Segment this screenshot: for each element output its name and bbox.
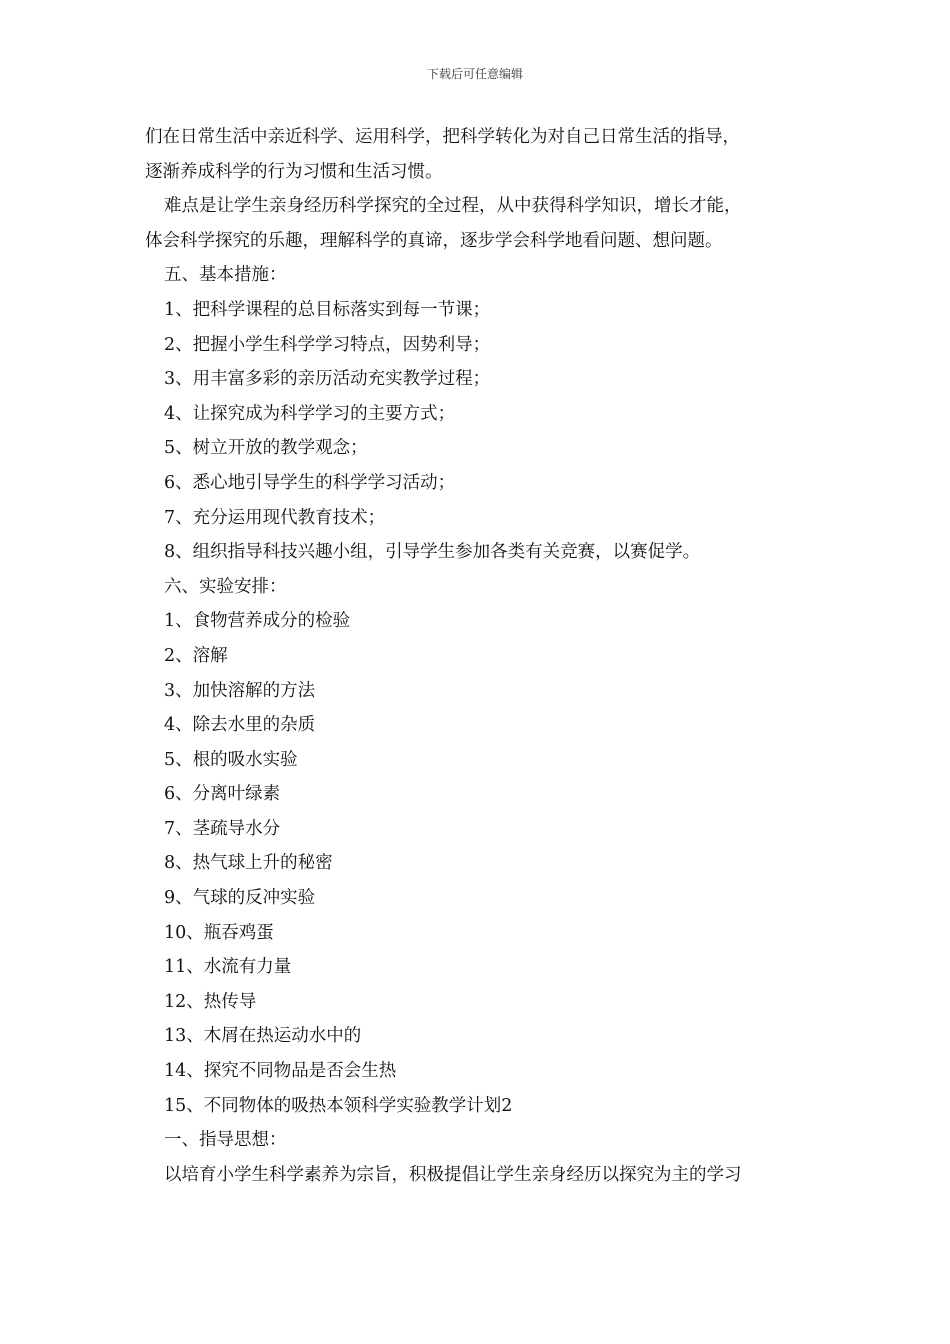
text-line: 15、不同物体的吸热本领科学实验教学计划2: [164, 1095, 513, 1116]
text-line: 以培育小学生科学素养为宗旨，积极提倡让学生亲身经历以探究为主的学习: [164, 1164, 742, 1185]
text-line: 1、食物营养成分的检验: [164, 611, 351, 632]
text-line: 逐渐养成科学的行为习惯和生活习惯。: [145, 161, 443, 182]
text-line: 五、基本措施：: [164, 265, 287, 286]
text-line: 们在日常生活中亲近科学、运用科学，把科学转化为对自己日常生活的指导，: [145, 127, 740, 147]
text-line: 7、充分运用现代教育技术；: [164, 507, 386, 528]
page-header: 下载后可任意编辑: [426, 67, 523, 81]
document-body: [145, 120, 815, 1192]
text-line: 3、加快溶解的方法: [164, 680, 316, 701]
text-line: 10、瓶吞鸡蛋: [164, 922, 274, 943]
text-line: 12、热传导: [164, 991, 257, 1012]
text-line: 5、树立开放的教学观念；: [164, 438, 368, 459]
text-line: 8、组织指导科技兴趣小组，引导学生参加各类有关竞赛，以赛促学。: [164, 542, 701, 563]
text-line: 9、气球的反冲实验: [164, 888, 316, 909]
text-line: 1、把科学课程的总目标落实到每一节课；: [164, 299, 491, 320]
text-line: 体会科学探究的乐趣，理解科学的真谛，逐步学会科学地看问题、想问题。: [145, 230, 723, 251]
text-line: 6、悉心地引导学生的科学学习活动；: [164, 472, 456, 493]
text-line: 难点是让学生亲身经历科学探究的全过程，从中获得科学知识，增长才能，: [164, 196, 742, 217]
text-line: 2、溶解: [164, 645, 228, 666]
text-line: 11、水流有力量: [164, 957, 292, 978]
text-line: 4、除去水里的杂质: [164, 715, 316, 736]
text-line: 4、让探究成为科学学习的主要方式；: [164, 403, 456, 424]
text-line: 14、探究不同物品是否会生热: [164, 1061, 397, 1082]
text-line: 2、把握小学生科学学习特点，因势利导；: [164, 334, 491, 355]
text-line: 8、热气球上升的秘密: [164, 853, 333, 874]
text-line: 5、根的吸水实验: [164, 749, 298, 770]
text-line: 一、指导思想：: [164, 1130, 287, 1151]
text-line: 六、实验安排：: [164, 576, 287, 597]
text-line: 7、茎疏导水分: [164, 818, 281, 839]
text-line: 3、用丰富多彩的亲历活动充实教学过程；: [164, 369, 491, 390]
text-line: 13、木屑在热运动水中的: [164, 1026, 362, 1047]
text-line: 6、分离叶绿素: [164, 784, 281, 805]
